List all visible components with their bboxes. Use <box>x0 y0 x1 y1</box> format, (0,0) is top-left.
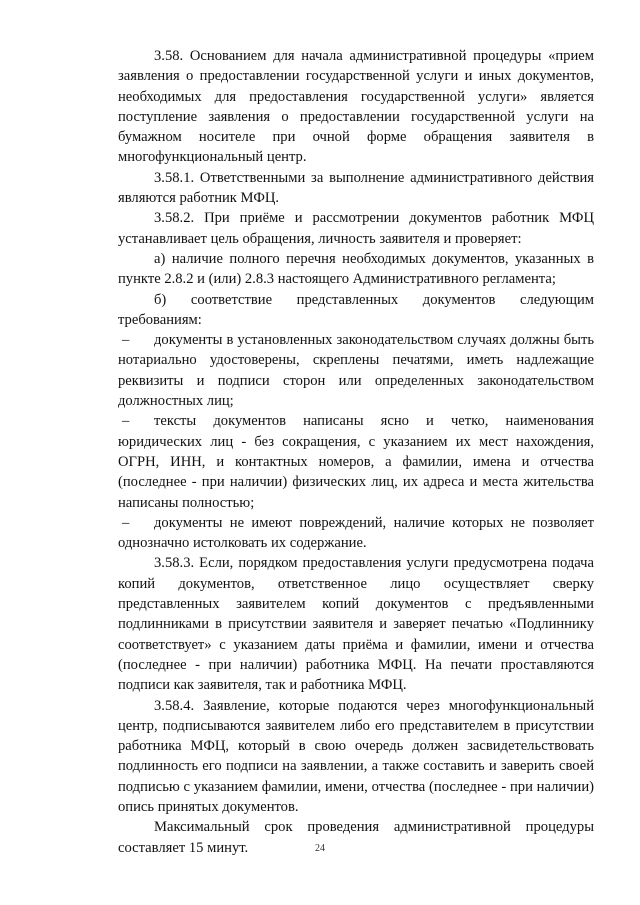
document-body <box>118 46 594 858</box>
paragraph-3-58-1: 3.58.1. Ответственными за выполнение административного действия являются работник МФЦ. <box>118 169 594 207</box>
dash-item-text: документы в установленных законодательством случаях должны быть нотариально удостоверены, скреплены печатями, иметь надлежащие реквизиты и подписи сторон или определенных законодательством должностных лиц; <box>118 332 594 410</box>
paragraph-3-58-3: 3.58.3. Если, порядком предоставления услуги предусмотрена подача копий документов, ответственное лицо осуществляет сверку представленных заявителем копий документов с предъявленными подлинниками в присутствии заявителя и заверяет печатью «Подлиннику соответствует» с указанием даты приёма и фамилии, имени и отчества (последнее - при наличии) работника МФЦ. На печати проставляются подписи как заявителя, так и работника МФЦ. <box>118 555 594 694</box>
dash-list-item <box>118 330 594 411</box>
page-number: 24 <box>315 843 325 854</box>
dash-list-item <box>118 411 594 512</box>
paragraph-3-58-2: 3.58.2. При приёме и рассмотрении документов работник МФЦ устанавливает цель обращения, личность заявителя и проверяет: <box>118 210 594 247</box>
paragraph-3-58-4: 3.58.4. Заявление, которые подаются через многофункциональный центр, подписываются заявителем либо его представителем в присутствии работника МФЦ, который в свою очередь должен засвидетельствовать подлинность его подписи на заявлении, а также составить и заверить своей подписью с указанием фамилии, имени, отчества (последнее - при наличии) опись принятых документов. <box>118 697 594 815</box>
dash-bullet: – <box>122 514 130 531</box>
paragraph-max-duration: Максимальный срок проведения административной процедуры составляет 15 минут. <box>118 819 594 856</box>
dash-item-text: документы не имеют повреждений, наличие которых не позволяет однозначно истолковать их содержание. <box>118 514 594 552</box>
paragraph-3-58: 3.58. Основанием для начала административной процедуры «прием заявления о предоставлении государственной услуги и иных документов, необходимых для предоставления государственной услуги» является поступление заявления о предоставлении государственной услуги на бумажном носителе при очной форме обращения заявителя в многофункциональный центр. <box>118 48 594 166</box>
dash-bullet: – <box>122 413 130 430</box>
dash-list-item <box>118 513 594 554</box>
dash-bullet: – <box>122 332 130 349</box>
paragraph-item-b: б) соответствие представленных документов следующим требованиям: <box>118 291 594 328</box>
paragraph-item-a: а) наличие полного перечня необходимых документов, указанных в пункте 2.8.2 и (или) 2.8.3 настоящего Административного регламента; <box>118 250 594 288</box>
dash-item-text: тексты документов написаны ясно и четко, наименования юридических лиц - без сокращения, с указанием их мест нахождения, ОГРН, ИНН, и контактных номеров, а фамилии, имена и отчества (последнее - при наличии) физических лиц, их адреса и места жительства написаны полностью; <box>118 413 594 511</box>
